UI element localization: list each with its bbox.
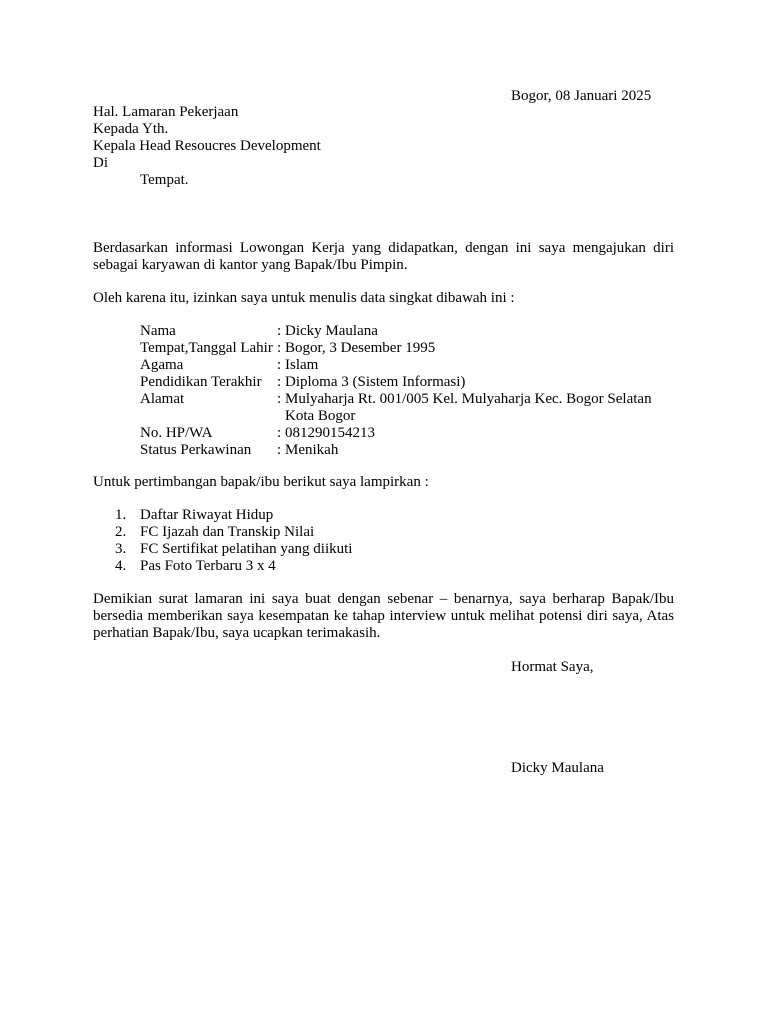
data-label: Nama: [140, 323, 176, 339]
signature-name: Dicky Maulana: [511, 760, 604, 776]
data-separator: :: [277, 357, 282, 373]
data-row-phone: [140, 425, 680, 442]
data-value: Diploma 3 (Sistem Informasi): [285, 374, 466, 390]
data-row-marital: [140, 442, 680, 459]
letter-date: Bogor, 08 Januari 2025: [511, 88, 652, 104]
data-value: Mulyaharja Rt. 001/005 Kel. Mulyaharja Kec. Bogor Selatan Kota Bogor: [285, 391, 652, 424]
data-value: Dicky Maulana: [285, 323, 378, 339]
data-row-birth: [140, 340, 680, 357]
list-item: [115, 558, 515, 575]
data-separator: :: [277, 374, 282, 390]
data-row-address: [140, 391, 680, 425]
data-row-education: [140, 374, 680, 391]
list-text: Pas Foto Terbaru 3 x 4: [140, 558, 276, 574]
salutation-line: Kepada Yth.: [93, 121, 169, 137]
place-line: Tempat.: [140, 172, 189, 188]
closing-paragraph: Demikian surat lamaran ini saya buat dengan sebenar – benarnya, saya berharap Bapak/Ibu bersedia memberikan saya kesempatan ke tahap interview untuk melihat potensi diri saya, Atas perhatian Bapak/Ibu, saya ucapkan terimakasih.: [93, 591, 674, 641]
data-label: No. HP/WA: [140, 425, 213, 441]
request-paragraph: Oleh karena itu, izinkan saya untuk menulis data singkat dibawah ini :: [93, 290, 515, 306]
regards-line: Hormat Saya,: [511, 659, 594, 675]
data-separator: :: [277, 340, 282, 356]
list-number: 3.: [115, 541, 127, 557]
data-value: Bogor, 3 Desember 1995: [285, 340, 436, 356]
data-separator: :: [277, 442, 282, 458]
data-label: Agama: [140, 357, 184, 373]
list-number: 2.: [115, 524, 127, 540]
list-item: [115, 541, 515, 558]
data-separator: :: [277, 323, 282, 339]
list-text: FC Sertifikat pelatihan yang diikuti: [140, 541, 353, 557]
list-item: [115, 524, 515, 541]
list-text: FC Ijazah dan Transkip Nilai: [140, 524, 315, 540]
list-number: 1.: [115, 507, 127, 523]
attachment-intro: Untuk pertimbangan bapak/ibu berikut saya lampirkan :: [93, 474, 429, 490]
data-label: Alamat: [140, 391, 185, 407]
data-value: 081290154213: [285, 425, 375, 441]
data-label: Status Perkawinan: [140, 442, 252, 458]
data-separator: :: [277, 391, 282, 407]
attachment-list: [115, 507, 515, 575]
data-separator: :: [277, 425, 282, 441]
personal-data-table: [140, 323, 680, 459]
data-row-religion: [140, 357, 680, 374]
intro-paragraph: Berdasarkan informasi Lowongan Kerja yang didapatkan, dengan ini saya mengajukan diri sebagai karyawan di kantor yang Bapak/Ibu Pimpin.: [93, 240, 674, 273]
list-item: [115, 507, 515, 524]
data-label: Pendidikan Terakhir: [140, 374, 262, 390]
di-line: Di: [93, 155, 108, 171]
list-number: 4.: [115, 558, 127, 574]
data-value: Menikah: [285, 442, 339, 458]
list-text: Daftar Riwayat Hidup: [140, 507, 274, 523]
subject-line: Hal. Lamaran Pekerjaan: [93, 104, 239, 120]
data-value: Islam: [285, 357, 319, 373]
data-label: Tempat,Tanggal Lahir: [140, 340, 273, 356]
letter-header: [93, 104, 321, 189]
recipient-line: Kepala Head Resoucres Development: [93, 138, 321, 154]
data-row-name: [140, 323, 680, 340]
